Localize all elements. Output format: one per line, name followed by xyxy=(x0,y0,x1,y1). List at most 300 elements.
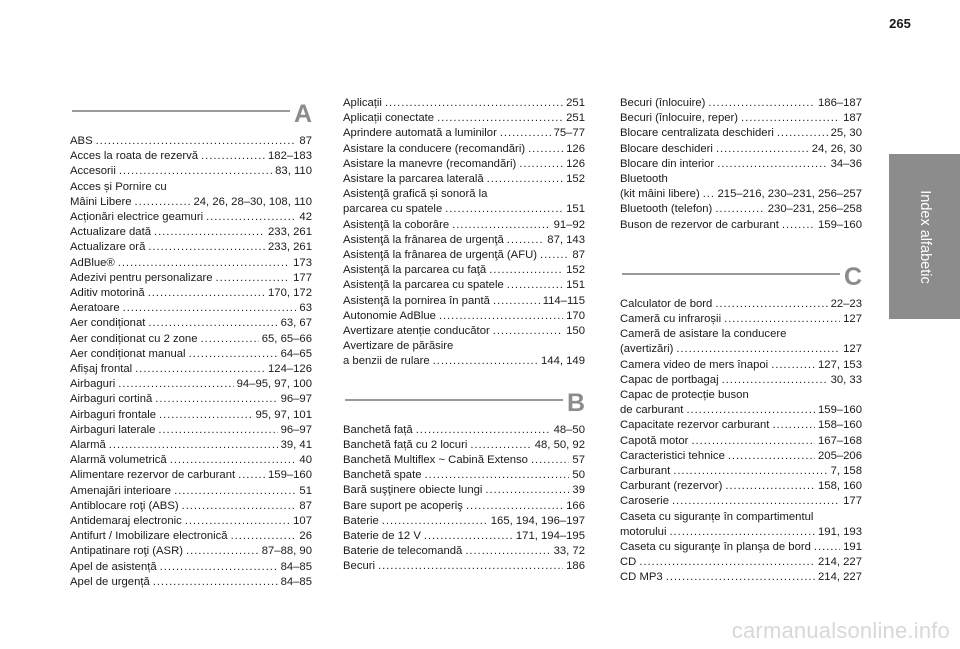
entry-label: Becuri xyxy=(343,560,376,573)
entry-row xyxy=(343,309,585,324)
side-tab-label-wrap xyxy=(889,154,960,319)
index-entry xyxy=(70,210,312,225)
entry-label: Blocare deschideri xyxy=(620,142,713,155)
dot-leader xyxy=(452,218,550,233)
index-entry xyxy=(620,126,862,141)
index-entry xyxy=(343,96,585,111)
dot-leader xyxy=(378,559,563,574)
entry-row xyxy=(70,377,312,392)
index-entry xyxy=(343,559,585,574)
entry-label: Banchetă Multiflex ~ Cabină Extenso xyxy=(343,454,528,467)
entry-label: Asistare la conducere (recomandări) xyxy=(343,142,526,155)
entry-label: Becuri (înlocuire, reper) xyxy=(620,112,739,125)
entry-pages: 24, 26, 28–30, 108, 110 xyxy=(193,195,312,208)
dot-leader xyxy=(500,126,551,141)
entry-label: Actualizare dată xyxy=(70,226,152,239)
entry-row xyxy=(343,142,585,157)
dot-leader xyxy=(385,96,563,111)
entry-row xyxy=(70,560,312,575)
index-entry xyxy=(620,172,862,202)
entry-label: Avertizare atenție conducător xyxy=(343,325,490,338)
section-rule xyxy=(72,110,290,112)
dot-leader xyxy=(771,358,815,373)
index-column-2 xyxy=(343,96,585,575)
dot-leader xyxy=(216,271,291,286)
entry-pages: 159–160 xyxy=(268,469,312,482)
dot-leader xyxy=(777,126,828,141)
entry-row xyxy=(70,316,312,331)
index-entry xyxy=(343,233,585,248)
dot-leader xyxy=(686,403,815,418)
entry-row xyxy=(620,403,862,418)
entry-label: Airbaguri frontale xyxy=(70,408,157,421)
entry-label: a benzii de rulare xyxy=(343,355,430,368)
index-entry xyxy=(620,327,862,357)
section-header xyxy=(343,388,585,422)
index-entry xyxy=(70,529,312,544)
dot-leader xyxy=(424,529,513,544)
entry-label: Aer condiționat xyxy=(70,317,146,330)
index-entry xyxy=(70,408,312,423)
entry-label: Aprindere automată a luminilor xyxy=(343,127,497,140)
dot-leader xyxy=(676,342,840,357)
entry-label: Antipatinare roţi (ASR) xyxy=(70,545,184,558)
index-entry xyxy=(343,126,585,141)
entry-row xyxy=(343,172,585,187)
entry-label: Asistare la parcarea laterală xyxy=(343,173,484,186)
dot-leader xyxy=(231,529,297,544)
entry-row xyxy=(343,354,585,369)
index-entry xyxy=(343,423,585,438)
entry-label: Antidemaraj electronic xyxy=(70,515,182,528)
index-entry xyxy=(343,468,585,483)
entry-pages: 126 xyxy=(566,157,585,170)
index-entry xyxy=(343,278,585,293)
index-entry xyxy=(70,347,312,362)
entry-label: Carburant xyxy=(620,465,671,478)
entry-label: motorului xyxy=(620,525,667,538)
entry-pages: 230–231, 256–258 xyxy=(767,203,862,216)
entry-label: Airbaguri xyxy=(70,378,116,391)
entry-pages: 186 xyxy=(566,560,585,573)
index-entry xyxy=(620,449,862,464)
entry-label: Actualizare oră xyxy=(70,241,146,254)
index-entry xyxy=(343,339,585,369)
entry-pages: 165, 194, 196–197 xyxy=(490,514,585,527)
index-entry xyxy=(343,172,585,187)
index-entry xyxy=(70,180,312,210)
entry-label: Acționări electrice geamuri xyxy=(70,211,204,224)
dot-leader xyxy=(708,96,815,111)
index-entry xyxy=(620,297,862,312)
dot-leader xyxy=(741,111,840,126)
entry-row xyxy=(343,324,585,339)
entry-row xyxy=(70,332,312,347)
dot-leader xyxy=(507,278,563,293)
section-letter: C xyxy=(843,262,862,291)
dot-leader xyxy=(118,377,233,392)
entry-pages: 182–183 xyxy=(268,150,312,163)
dot-leader xyxy=(716,142,809,157)
entry-row xyxy=(620,157,862,172)
dot-leader xyxy=(174,484,296,499)
entry-label: Banchetă față cu 2 locuri xyxy=(343,438,468,451)
entry-row xyxy=(70,544,312,559)
entry-label: Apel de urgență xyxy=(70,575,150,588)
entry-row xyxy=(70,271,312,286)
entry-row xyxy=(343,544,585,559)
index-entry xyxy=(70,225,312,240)
entry-pages: 127 xyxy=(843,343,862,356)
entry-label: Bară suşţinere obiecte lungi xyxy=(343,484,483,497)
entry-label: Antifurt / Imobilizare electronică xyxy=(70,530,228,543)
dot-leader xyxy=(148,240,265,255)
entry-row xyxy=(70,499,312,514)
index-entry xyxy=(620,202,862,217)
entry-label-line: Caseta cu siguranțe în compartimentul xyxy=(620,510,814,523)
entry-row xyxy=(343,218,585,233)
entry-pages: 150 xyxy=(566,325,585,338)
entry-row xyxy=(620,218,862,233)
entry-pages: 191, 193 xyxy=(818,525,862,538)
entry-row xyxy=(70,195,312,210)
dot-leader xyxy=(238,468,265,483)
entry-row xyxy=(343,529,585,544)
entry-row xyxy=(343,453,585,468)
entry-label: Apel de asistență xyxy=(70,560,157,573)
dot-leader xyxy=(201,332,259,347)
entry-row xyxy=(343,559,585,574)
entry-label-line: Bluetooth xyxy=(620,173,668,186)
entry-pages: 158–160 xyxy=(818,419,862,432)
dot-leader xyxy=(724,312,840,327)
entry-label: Carburant (rezervor) xyxy=(620,480,723,493)
entry-label: Blocare centralizata deschideri xyxy=(620,127,774,140)
index-entry xyxy=(620,388,862,418)
entry-row xyxy=(70,286,312,301)
dot-leader xyxy=(201,149,265,164)
index-entry xyxy=(620,142,862,157)
index-entry xyxy=(620,494,862,509)
index-entry xyxy=(343,529,585,544)
entry-row xyxy=(343,499,585,514)
index-entry xyxy=(343,142,585,157)
index-column-3 xyxy=(620,96,862,586)
entry-label: Camera video de mers înapoi xyxy=(620,358,769,371)
entry-row xyxy=(620,358,862,373)
entry-label: Blocare din interior xyxy=(620,157,715,170)
entry-row xyxy=(620,434,862,449)
entry-row xyxy=(343,483,585,498)
entry-row xyxy=(620,494,862,509)
section-header xyxy=(70,100,312,133)
entry-label: Asistenţă la frânarea de urgenţă (AFU) xyxy=(343,249,538,262)
index-entry xyxy=(343,294,585,309)
entry-row xyxy=(343,233,585,248)
entry-label: Banchetă față xyxy=(343,423,413,436)
entry-pages: 87 xyxy=(299,135,312,147)
dot-leader xyxy=(666,570,815,585)
entry-pages: 57 xyxy=(572,454,585,467)
entry-pages: 7, 158 xyxy=(830,465,862,478)
index-entry xyxy=(70,423,312,438)
dot-leader xyxy=(382,514,488,529)
entry-label: Asistenţă la parcarea cu faţă xyxy=(343,264,487,277)
dot-leader xyxy=(540,248,569,263)
entry-row xyxy=(70,392,312,407)
entry-pages: 50 xyxy=(572,469,585,482)
dot-leader xyxy=(170,453,297,468)
entry-pages: 96–97 xyxy=(280,423,312,436)
entry-row xyxy=(620,373,862,388)
watermark: carmanualsonline.info xyxy=(731,618,950,643)
entry-row xyxy=(70,240,312,255)
entry-pages: 152 xyxy=(566,264,585,277)
index-entry xyxy=(343,248,585,263)
dot-leader xyxy=(493,324,563,339)
dot-leader xyxy=(528,142,563,157)
entry-label: Bare suport pe acoperiş xyxy=(343,499,463,512)
entry-label: Amenajări interioare xyxy=(70,484,172,497)
entry-row xyxy=(70,423,312,438)
entry-row xyxy=(343,423,585,438)
entry-pages: 251 xyxy=(566,97,585,109)
index-entry xyxy=(343,438,585,453)
entry-pages: 144, 149 xyxy=(541,355,585,368)
dot-leader xyxy=(123,301,297,316)
dot-leader xyxy=(531,453,569,468)
entry-label: Cameră cu infraroșii xyxy=(620,313,722,326)
entry-row xyxy=(620,464,862,479)
index-entry xyxy=(343,514,585,529)
entry-pages: 205–206 xyxy=(818,449,862,462)
entry-row xyxy=(620,555,862,570)
entry-row xyxy=(620,540,862,555)
entry-pages: 63, 67 xyxy=(280,317,312,330)
entry-row xyxy=(620,142,862,157)
index-entry xyxy=(620,358,862,373)
dot-leader xyxy=(814,540,840,555)
entry-pages: 251 xyxy=(566,112,585,125)
entry-pages: 186–187 xyxy=(818,97,862,109)
entry-pages: 233, 261 xyxy=(268,241,312,254)
index-entry xyxy=(70,514,312,529)
entry-label: Alimentare rezervor de carburant xyxy=(70,469,236,482)
entry-pages: 64–65 xyxy=(280,347,312,360)
entry-row xyxy=(620,418,862,433)
entry-pages: 65, 65–66 xyxy=(261,332,312,345)
dot-leader xyxy=(206,210,296,225)
dot-leader xyxy=(96,134,297,149)
entry-row xyxy=(620,449,862,464)
index-entry xyxy=(620,464,862,479)
dot-leader xyxy=(772,418,815,433)
entry-pages: 94–95, 97, 100 xyxy=(236,378,312,391)
index-entry xyxy=(343,499,585,514)
entry-row xyxy=(70,468,312,483)
entry-pages: 22–23 xyxy=(830,297,862,310)
entry-pages: 24, 26, 30 xyxy=(811,142,862,155)
entry-label: parcarea cu spatele xyxy=(343,203,443,216)
index-entry xyxy=(343,187,585,217)
entry-label: Asistenţă la parcarea cu spatele xyxy=(343,279,504,292)
entry-row xyxy=(70,256,312,271)
dot-leader xyxy=(487,172,563,187)
entry-pages: 87–88, 90 xyxy=(261,545,312,558)
entry-pages: 75–77 xyxy=(553,127,585,140)
entry-pages: 42 xyxy=(299,211,312,224)
dot-leader xyxy=(465,544,550,559)
dot-leader xyxy=(715,297,827,312)
dot-leader xyxy=(160,560,278,575)
section-letter: B xyxy=(566,388,585,417)
index-entry xyxy=(70,392,312,407)
entry-pages: 30, 33 xyxy=(830,373,862,386)
entry-label: Airbaguri cortină xyxy=(70,393,153,406)
entry-pages: 214, 227 xyxy=(818,571,862,584)
dot-leader xyxy=(148,316,277,331)
entry-pages: 171, 194–195 xyxy=(515,530,585,543)
index-entry xyxy=(620,373,862,388)
entry-label: Alarmă xyxy=(70,439,106,452)
dot-leader xyxy=(715,202,764,217)
dot-leader xyxy=(185,514,290,529)
entry-pages: 91–92 xyxy=(553,218,585,231)
entry-label: de carburant xyxy=(620,404,684,417)
entry-label-line: Asistenţă grafică și sonoră la xyxy=(343,188,488,201)
index-entry xyxy=(343,263,585,278)
entry-pages: 124–126 xyxy=(268,363,312,376)
dot-leader xyxy=(119,164,272,179)
entry-label: Caroserie xyxy=(620,495,669,508)
index-entry xyxy=(620,218,862,233)
side-tab-label: Index alfabetic xyxy=(916,189,933,284)
entry-label: Capotă motor xyxy=(620,434,689,447)
entry-row xyxy=(620,202,862,217)
entry-row xyxy=(70,453,312,468)
entry-pages: 159–160 xyxy=(818,404,862,417)
entry-pages: 34–36 xyxy=(830,157,862,170)
dot-leader xyxy=(437,111,563,126)
dot-leader xyxy=(691,434,815,449)
index-entry xyxy=(620,96,862,111)
entry-row xyxy=(343,514,585,529)
entry-pages: 151 xyxy=(566,203,585,216)
entry-row xyxy=(70,529,312,544)
index-entry xyxy=(70,575,312,590)
entry-pages: 173 xyxy=(293,256,312,269)
dot-leader xyxy=(673,464,827,479)
entry-row xyxy=(70,301,312,316)
dot-leader xyxy=(507,233,545,248)
entry-pages: 233, 261 xyxy=(268,226,312,239)
entry-pages: 215–216, 230–231, 256–257 xyxy=(717,188,862,201)
entry-pages: 151 xyxy=(566,279,585,292)
entry-pages: 39, 41 xyxy=(280,439,312,452)
index-entry xyxy=(620,418,862,433)
dot-leader xyxy=(433,354,538,369)
entry-label: Antiblocare roţi (ABS) xyxy=(70,499,179,512)
entry-label: Asistenţă la coborâre xyxy=(343,218,450,231)
entry-label: Becuri (înlocuire) xyxy=(620,97,706,109)
entry-row xyxy=(343,468,585,483)
dot-leader xyxy=(722,373,828,388)
entry-row xyxy=(620,570,862,585)
entry-pages: 48–50 xyxy=(553,423,585,436)
entry-row xyxy=(343,263,585,278)
dot-leader xyxy=(489,263,563,278)
entry-row xyxy=(70,149,312,164)
index-entry xyxy=(70,377,312,392)
entry-pages: 84–85 xyxy=(280,575,312,588)
entry-pages: 214, 227 xyxy=(818,556,862,569)
dot-leader xyxy=(470,438,531,453)
entry-label: CD xyxy=(620,556,637,569)
entry-pages: 48, 50, 92 xyxy=(534,438,585,451)
index-entry xyxy=(70,240,312,255)
entry-pages: 167–168 xyxy=(818,434,862,447)
entry-pages: 51 xyxy=(299,484,312,497)
entry-row xyxy=(70,484,312,499)
entry-label: Baterie de telecomandă xyxy=(343,545,463,558)
entry-pages: 191 xyxy=(843,541,862,554)
dot-leader xyxy=(445,202,563,217)
dot-leader xyxy=(416,423,551,438)
section-header xyxy=(620,262,862,296)
entry-label: Aer condiționat cu 2 zone xyxy=(70,332,198,345)
entry-row xyxy=(343,96,585,111)
entry-label: Adezivi pentru personalizare xyxy=(70,271,213,284)
entry-label: Bluetooth (telefon) xyxy=(620,203,713,216)
entry-pages: 159–160 xyxy=(818,218,862,231)
page-number: 265 xyxy=(889,16,911,31)
dot-leader xyxy=(109,438,278,453)
index-entry xyxy=(70,286,312,301)
entry-row xyxy=(70,225,312,240)
entry-label: CD MP3 xyxy=(620,571,663,584)
dot-leader xyxy=(189,347,278,362)
dot-leader xyxy=(148,286,265,301)
dot-leader xyxy=(703,187,715,202)
dot-leader xyxy=(725,479,815,494)
entry-row xyxy=(620,126,862,141)
entry-pages: 26 xyxy=(299,530,312,543)
entry-row xyxy=(620,342,862,357)
index-entry xyxy=(620,570,862,585)
entry-row xyxy=(620,479,862,494)
entry-row xyxy=(343,248,585,263)
index-entry xyxy=(343,309,585,324)
entry-label: Buson de rezervor de carburant xyxy=(620,218,779,231)
entry-pages: 84–85 xyxy=(280,560,312,573)
index-entry xyxy=(620,555,862,570)
dot-leader xyxy=(717,157,827,172)
entry-label: ABS xyxy=(70,135,93,147)
section-rule xyxy=(622,273,840,275)
entry-row xyxy=(70,362,312,377)
index-entry xyxy=(343,453,585,468)
entry-label: Asistenţă la pornirea în pantă xyxy=(343,294,490,307)
dot-leader xyxy=(155,392,277,407)
section-gap xyxy=(620,233,862,269)
entry-label: Baterie xyxy=(343,514,379,527)
entry-pages: 127, 153 xyxy=(818,358,862,371)
entry-row xyxy=(70,408,312,423)
entry-label: Asistare la manevre (recomandări) xyxy=(343,157,517,170)
dot-leader xyxy=(782,218,815,233)
dot-leader xyxy=(182,499,297,514)
index-entry xyxy=(620,540,862,555)
